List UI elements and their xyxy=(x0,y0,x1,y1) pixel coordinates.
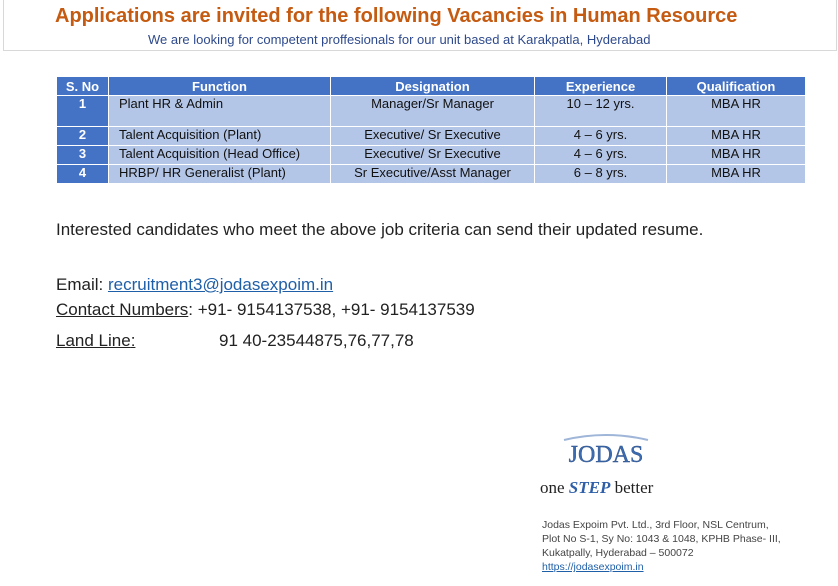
table-row xyxy=(57,165,806,184)
cell-experience: 4 – 6 yrs. xyxy=(535,127,667,146)
cell-qualification: MBA HR xyxy=(667,127,806,146)
cell-sno: 4 xyxy=(57,165,109,184)
cell-designation: Sr Executive/Asst Manager xyxy=(331,165,535,184)
cell-function: Plant HR & Admin xyxy=(109,96,331,127)
cell-sno: 3 xyxy=(57,146,109,165)
cell-experience: 10 – 12 yrs. xyxy=(535,96,667,127)
address-line: Plot No S-1, Sy No: 1043 & 1048, KPHB Phase- III, xyxy=(542,533,781,545)
cell-qualification: MBA HR xyxy=(667,96,806,127)
column-header-function: Function xyxy=(109,77,331,96)
cell-sno: 1 xyxy=(57,96,109,127)
cell-designation: Executive/ Sr Executive xyxy=(331,127,535,146)
address-line: Jodas Expoim Pvt. Ltd., 3rd Floor, NSL Centrum, xyxy=(542,519,769,531)
tagline-step: STEP xyxy=(568,478,611,497)
cell-designation: Manager/Sr Manager xyxy=(331,96,535,127)
jodas-logo xyxy=(556,432,656,472)
cell-function: Talent Acquisition (Head Office) xyxy=(109,146,331,165)
landline-line xyxy=(56,331,414,351)
tagline-better: better xyxy=(614,478,654,497)
company-address xyxy=(542,518,822,574)
column-header-qualification: Qualification xyxy=(667,77,806,96)
page-subtitle: We are looking for competent proffesionals for our unit based at Karakpatla, Hyderabad xyxy=(148,32,651,47)
cell-experience: 6 – 8 yrs. xyxy=(535,165,667,184)
logo-swoosh xyxy=(564,435,648,440)
intro-text: Interested candidates who meet the above job criteria can send their updated resume. xyxy=(56,220,704,239)
page-title: Applications are invited for the following Vacancies in Human Resource xyxy=(55,5,738,27)
contact-line xyxy=(56,300,475,320)
table-row xyxy=(57,146,806,165)
email-label: Email: xyxy=(56,275,104,294)
column-header-sno: S. No xyxy=(57,77,109,96)
table-header-row xyxy=(57,77,806,96)
email-link[interactable]: recruitment3@jodasexpoim.in xyxy=(107,275,334,294)
table-row xyxy=(57,96,806,127)
column-header-designation: Designation xyxy=(331,77,535,96)
contact-numbers: : +91- 9154137538, +91- 9154137539 xyxy=(188,300,475,319)
cell-function: Talent Acquisition (Plant) xyxy=(109,127,331,146)
table-row xyxy=(57,127,806,146)
vacancies-table xyxy=(56,76,806,184)
tagline xyxy=(540,478,653,498)
landline-number: 91 40-23544875,76,77,78 xyxy=(219,331,414,350)
address-line: Kukatpally, Hyderabad – 500072 xyxy=(542,547,694,559)
contact-label: Contact Numbers xyxy=(56,300,189,319)
cell-qualification: MBA HR xyxy=(667,165,806,184)
email-line xyxy=(56,275,333,295)
cell-experience: 4 – 6 yrs. xyxy=(535,146,667,165)
column-header-experience: Experience xyxy=(535,77,667,96)
cell-qualification: MBA HR xyxy=(667,146,806,165)
cell-sno: 2 xyxy=(57,127,109,146)
tagline-one: one xyxy=(540,478,565,497)
cell-function: HRBP/ HR Generalist (Plant) xyxy=(109,165,331,184)
logo-wordmark: JODAS xyxy=(568,442,644,468)
cell-designation: Executive/ Sr Executive xyxy=(331,146,535,165)
website-link[interactable]: https://jodasexpoim.in xyxy=(542,561,644,573)
landline-label: Land Line: xyxy=(56,331,136,350)
